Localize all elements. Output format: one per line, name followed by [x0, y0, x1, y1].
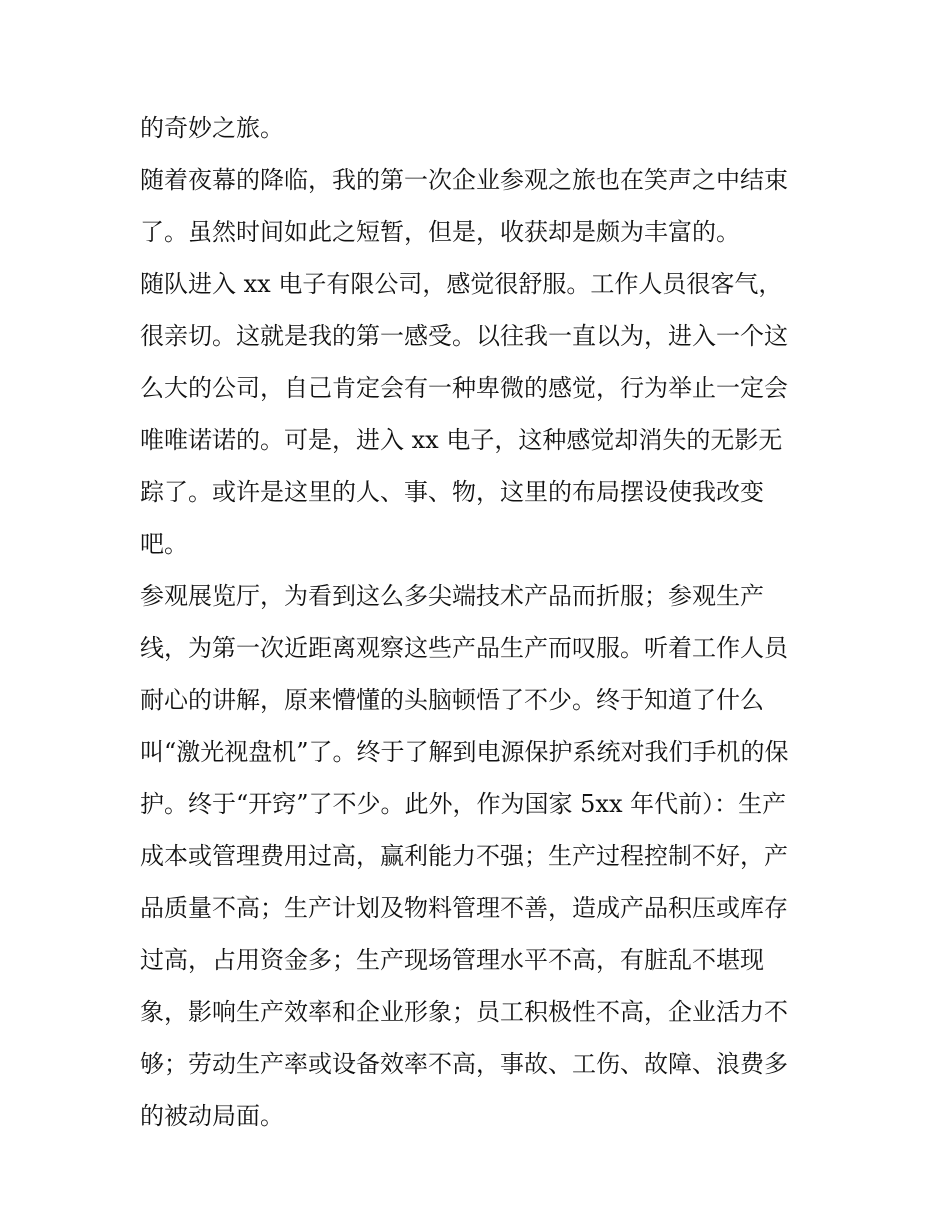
text-line: 够；劳动生产率或设备效率不高，事故、工伤、故障、浪费多 — [140, 1050, 788, 1078]
text-line: 线，为第一次近距离观察这些产品生产而叹服。听着工作人员 — [140, 634, 788, 662]
text-line: 的被动局面。 — [140, 1102, 284, 1130]
text-line: 么大的公司，自己肯定会有一种卑微的感觉，行为举止一定会 — [140, 374, 788, 402]
text-line: 了。虽然时间如此之短暂，但是，收获却是颇为丰富的。 — [140, 218, 740, 246]
text-line: 随着夜幕的降临，我的第一次企业参观之旅也在笑声之中结束 — [140, 166, 788, 194]
text-line: 唯唯诺诺的。可是，进入 xx 电子，这种感觉却消失的无影无 — [140, 426, 783, 454]
text-line: 品质量不高；生产计划及物料管理不善，造成产品积压或库存 — [140, 894, 788, 922]
text-line: 随队进入 xx 电子有限公司，感觉很舒服。工作人员很客气， — [140, 270, 783, 298]
text-line: 参观展览厅，为看到这么多尖端技术产品而折服；参观生产 — [140, 582, 764, 610]
text-line: 的奇妙之旅。 — [140, 114, 284, 142]
body-text — [140, 102, 830, 1142]
text-line: 耐心的讲解，原来懵懂的头脑顿悟了不少。终于知道了什么 — [140, 686, 764, 714]
text-line: 象，影响生产效率和企业形象；员工积极性不高，企业活力不 — [140, 998, 788, 1026]
text-line: 成本或管理费用过高，赢利能力不强；生产过程控制不好，产 — [140, 842, 788, 870]
text-line: 叫“激光视盘机”了。终于了解到电源保护系统对我们手机的保 — [140, 738, 789, 766]
text-line: 吧。 — [140, 530, 188, 558]
text-line: 很亲切。这就是我的第一感受。以往我一直以为，进入一个这 — [140, 322, 788, 350]
text-line: 踪了。或许是这里的人、事、物，这里的布局摆设使我改变 — [140, 478, 764, 506]
text-line: 过高，占用资金多；生产现场管理水平不高，有脏乱不堪现 — [140, 946, 764, 974]
text-line: 护。终于“开窍”了不少。此外，作为国家 5xx 年代前）：生产 — [140, 790, 787, 818]
